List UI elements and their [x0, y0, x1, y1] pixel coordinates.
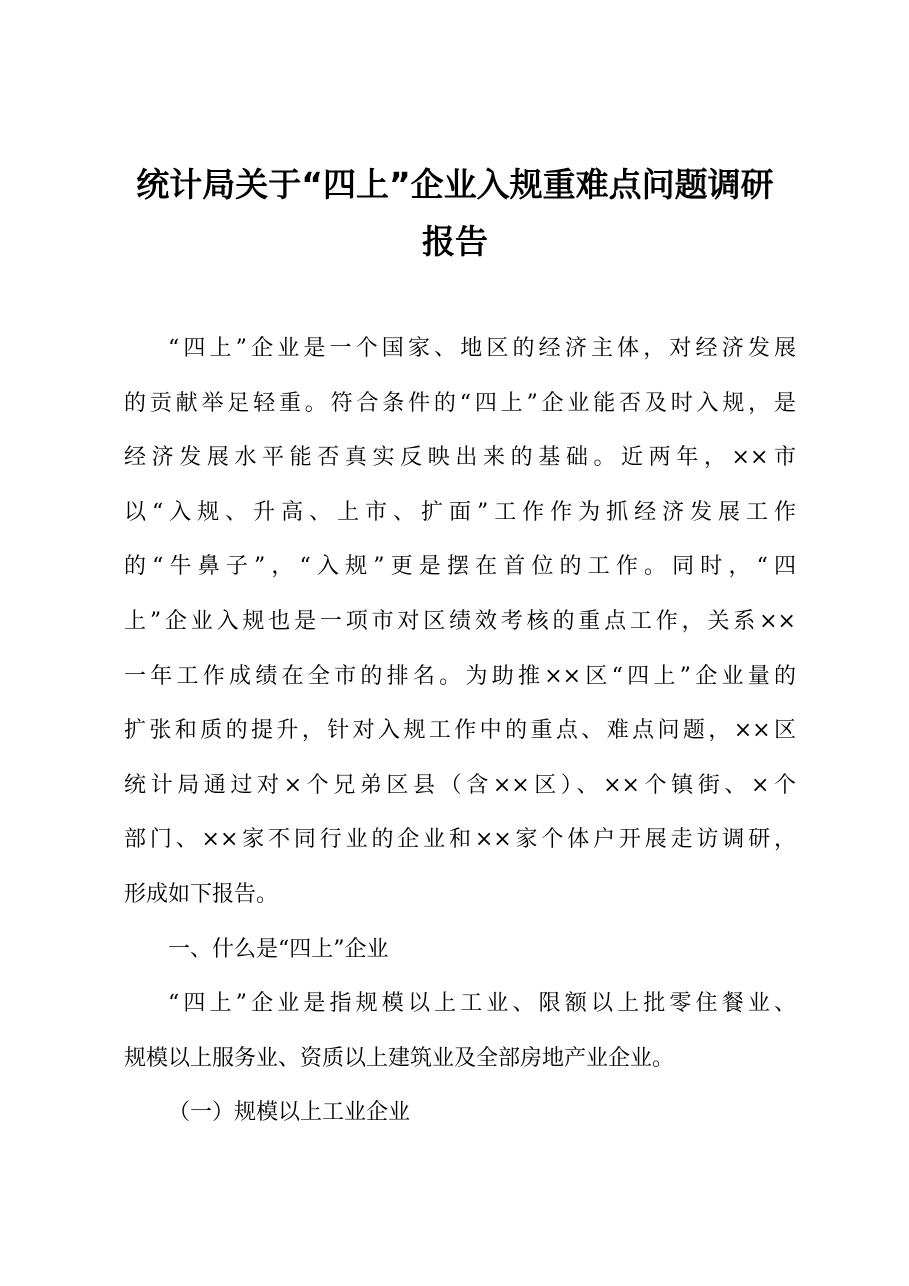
paragraph-line: 部门、××家不同行业的企业和××家个体户开展走访调研， — [124, 827, 796, 853]
paragraph-line: 统计局通过对×个兄弟区县（含××区）、××个镇街、×个 — [124, 772, 796, 798]
document-body — [124, 322, 796, 1141]
paragraph-line: “四上”企业是一个国家、地区的经济主体，对经济发展 — [168, 336, 796, 361]
document-title — [110, 156, 800, 270]
paragraph-line: 规模以上服务业、资质以上建筑业及全部房地产业企业。 — [124, 1045, 675, 1071]
paragraph-line: 扩张和质的提升，针对入规工作中的重点、难点问题，××区 — [124, 718, 796, 744]
subsection-heading-1 — [124, 1086, 796, 1141]
section-heading-1 — [124, 923, 796, 978]
paragraph-line: 经济发展水平能否真实反映出来的基础。近两年，××市 — [124, 445, 796, 471]
paragraph-definition — [124, 977, 796, 1086]
title-line: 报告 — [422, 222, 488, 261]
heading-line: （一）规模以上工业企业 — [168, 1100, 411, 1126]
paragraph-line: 一年工作成绩在全市的排名。为助推××区“四上”企业量的 — [124, 663, 796, 689]
paragraph-line: 的贡献举足轻重。符合条件的“四上”企业能否及时入规，是 — [124, 390, 796, 416]
paragraph-line: 以“入规、升高、上市、扩面”工作作为抓经济发展工作 — [124, 499, 796, 525]
paragraph-line: 上”企业入规也是一项市对区绩效考核的重点工作，关系×× — [124, 608, 796, 634]
paragraph-line: 形成如下报告。 — [124, 881, 279, 907]
paragraph-line: “四上”企业是指规模以上工业、限额以上批零住餐业、 — [168, 991, 796, 1017]
title-line: 统计局关于“四上”企业入规重难点问题调研 — [136, 165, 774, 204]
paragraph-line: 的“牛鼻子”，“入规”更是摆在首位的工作。同时，“四 — [124, 554, 796, 580]
paragraph-intro — [124, 322, 796, 923]
heading-line: 一、什么是“四上”企业 — [168, 936, 389, 962]
